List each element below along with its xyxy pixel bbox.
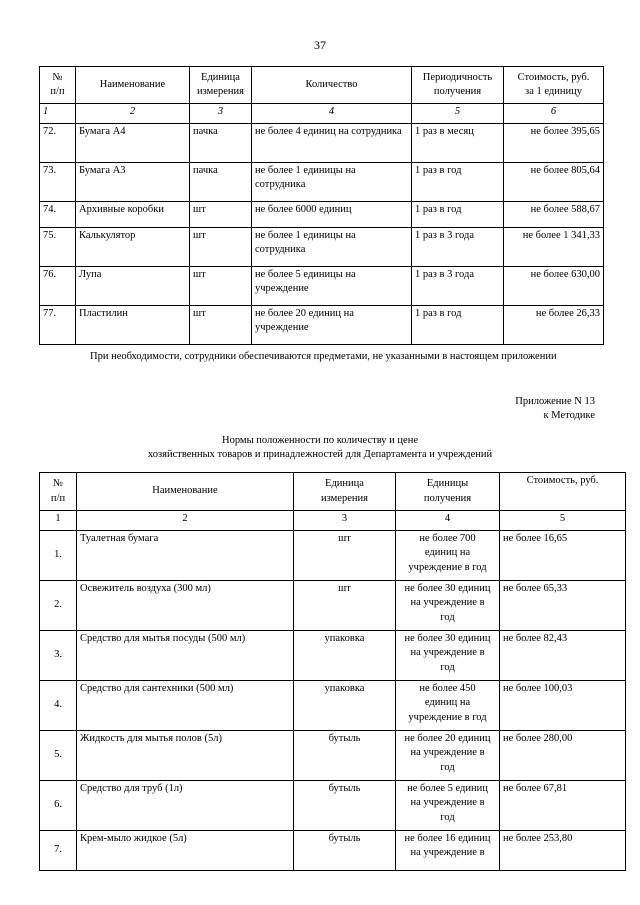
row-price: не более 16,65 <box>500 531 626 581</box>
row-unit: бутыль <box>294 781 396 831</box>
row-name: Бумага А4 <box>76 124 190 163</box>
row-name: Калькулятор <box>76 228 190 267</box>
row-unit: шт <box>294 581 396 631</box>
row-num: 75. <box>40 228 76 267</box>
row-price: не более 82,43 <box>500 631 626 681</box>
table1-colnum: 1 <box>40 104 76 124</box>
row-name: Средство для сантехники (500 мл) <box>77 681 294 731</box>
row-period: 1 раз в год <box>412 306 504 345</box>
row-qty: не более 20 единиц на учреждение в год <box>396 731 500 781</box>
row-unit: упаковка <box>294 681 396 731</box>
row-name: Освежитель воздуха (300 мл) <box>77 581 294 631</box>
row-num: 72. <box>40 124 76 163</box>
row-num: 74. <box>40 202 76 228</box>
title-line: Нормы положенности по количеству и цене <box>222 435 418 446</box>
row-num: 5. <box>40 731 77 781</box>
table2-header-num: № п/п <box>40 473 77 511</box>
row-num: 3. <box>40 631 77 681</box>
row-price: не более 100,03 <box>500 681 626 731</box>
row-unit: бутыль <box>294 831 396 871</box>
row-price: не более 395,65 <box>504 124 604 163</box>
appendix-line: Приложение N 13 <box>515 396 595 407</box>
row-name: Крем-мыло жидкое (5л) <box>77 831 294 871</box>
row-price: не более 253,80 <box>500 831 626 871</box>
row-num: 2. <box>40 581 77 631</box>
row-unit: бутыль <box>294 731 396 781</box>
table1-header-price: Стоимость, руб. за 1 единицу <box>504 67 604 104</box>
table1-colnum: 4 <box>252 104 412 124</box>
row-period: 1 раз в год <box>412 202 504 228</box>
row-num: 7. <box>40 831 77 871</box>
row-name: Пластилин <box>76 306 190 345</box>
row-price: не более 280,00 <box>500 731 626 781</box>
row-period: 1 раз в 3 года <box>412 267 504 306</box>
table2-colnum-row <box>40 511 626 531</box>
table-row <box>40 124 604 163</box>
appendix-line: к Методике <box>543 410 595 422</box>
row-name: Жидкость для мытья полов (5л) <box>77 731 294 781</box>
row-qty: не более 1 единицы на сотрудника <box>252 228 412 267</box>
row-qty: не более 5 единицы на учреждение <box>252 267 412 306</box>
table-row <box>40 731 626 781</box>
row-unit: шт <box>190 267 252 306</box>
row-num: 77. <box>40 306 76 345</box>
table1-header-row <box>40 67 604 104</box>
row-price: не более 67,81 <box>500 781 626 831</box>
table-row <box>40 163 604 202</box>
row-period: 1 раз в год <box>412 163 504 202</box>
row-price: не более 65,33 <box>500 581 626 631</box>
row-qty: не более 1 единицы на сотрудника <box>252 163 412 202</box>
row-qty: не более 700 единиц на учреждение в год <box>396 531 500 581</box>
row-unit: шт <box>190 228 252 267</box>
row-unit: пачка <box>190 163 252 202</box>
table-row <box>40 202 604 228</box>
row-num: 73. <box>40 163 76 202</box>
table2-colnum: 5 <box>500 511 626 531</box>
row-num: 76. <box>40 267 76 306</box>
household-goods-table <box>39 472 626 871</box>
table-row <box>40 631 626 681</box>
row-name: Туалетная бумага <box>77 531 294 581</box>
table2-colnum: 3 <box>294 511 396 531</box>
title-line: хозяйственных товаров и принадлежностей для Департамента и учреждений <box>147 449 493 461</box>
row-qty: не более 6000 единиц <box>252 202 412 228</box>
row-num: 4. <box>40 681 77 731</box>
row-qty: не более 16 единиц на учреждение в <box>396 831 500 871</box>
row-name: Бумага А3 <box>76 163 190 202</box>
section-title <box>0 434 640 463</box>
table1-header-qty: Количество <box>252 67 412 104</box>
table2-colnum: 4 <box>396 511 500 531</box>
table-row <box>40 681 626 731</box>
row-qty: не более 20 единиц на учреждение <box>252 306 412 345</box>
table1-header-name: Наименование <box>76 67 190 104</box>
table-row <box>40 531 626 581</box>
row-name: Средство для труб (1л) <box>77 781 294 831</box>
row-price: не более 588,67 <box>504 202 604 228</box>
table2-header-qty: Единицы получения <box>396 473 500 511</box>
row-price: не более 805,64 <box>504 163 604 202</box>
row-unit: шт <box>190 202 252 228</box>
page-number: 37 <box>314 38 326 52</box>
row-period: 1 раз в 3 года <box>412 228 504 267</box>
table-row <box>40 267 604 306</box>
row-price: не более 26,33 <box>504 306 604 345</box>
table2-header-row <box>40 473 626 511</box>
table-row <box>40 306 604 345</box>
table2-colnum: 1 <box>40 511 77 531</box>
row-period: 1 раз в месяц <box>412 124 504 163</box>
table2-header-name: Наименование <box>77 473 294 511</box>
table1-colnum: 6 <box>504 104 604 124</box>
supplies-table <box>39 66 604 345</box>
row-price: не более 630,00 <box>504 267 604 306</box>
row-qty: не более 30 единиц на учреждение в год <box>396 631 500 681</box>
table-row <box>40 581 626 631</box>
appendix-label <box>300 395 595 424</box>
row-num: 1. <box>40 531 77 581</box>
table1-colnum: 3 <box>190 104 252 124</box>
table1-header-unit: Единица измерения <box>190 67 252 104</box>
row-unit: шт <box>294 531 396 581</box>
table1-colnum: 5 <box>412 104 504 124</box>
row-qty: не более 4 единиц на сотрудника <box>252 124 412 163</box>
row-price: не более 1 341,33 <box>504 228 604 267</box>
table-row <box>40 831 626 871</box>
row-num: 6. <box>40 781 77 831</box>
row-qty: не более 30 единиц на учреждение в год <box>396 581 500 631</box>
row-unit: пачка <box>190 124 252 163</box>
row-qty: не более 5 единиц на учреждение в год <box>396 781 500 831</box>
row-name: Архивные коробки <box>76 202 190 228</box>
table1-colnum-row <box>40 104 604 124</box>
note-text: При необходимости, сотрудники обеспечиваются предметами, не указанными в настоящем приложении <box>90 351 557 362</box>
table-row <box>40 228 604 267</box>
table2-colnum: 2 <box>77 511 294 531</box>
table1-header-period: Периодичность получения <box>412 67 504 104</box>
row-unit: шт <box>190 306 252 345</box>
row-name: Лупа <box>76 267 190 306</box>
table1-colnum: 2 <box>76 104 190 124</box>
table2-header-unit: Единица измерения <box>294 473 396 511</box>
row-unit: упаковка <box>294 631 396 681</box>
row-qty: не более 450 единиц на учреждение в год <box>396 681 500 731</box>
table2-header-price: Стоимость, руб. <box>500 473 626 511</box>
row-name: Средство для мытья посуды (500 мл) <box>77 631 294 681</box>
table-row <box>40 781 626 831</box>
table1-header-num: № п/п <box>40 67 76 104</box>
